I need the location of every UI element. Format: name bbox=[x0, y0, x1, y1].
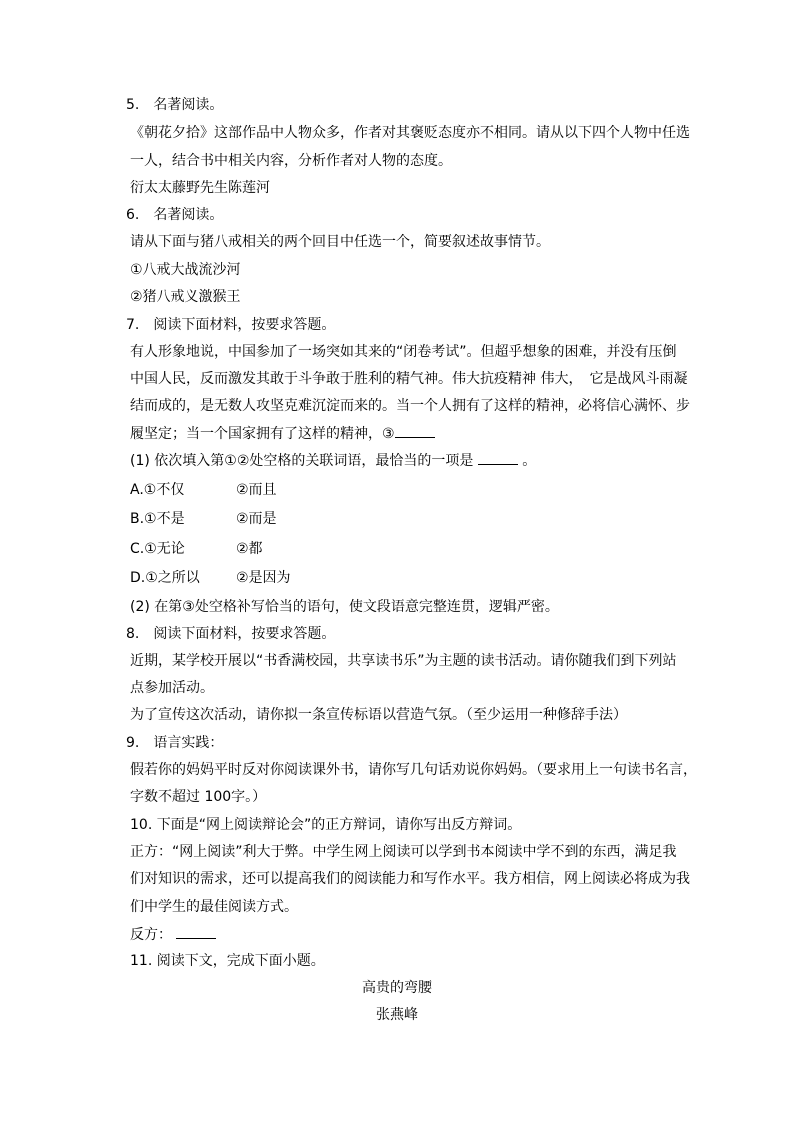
q7-option-d-right: ②是因为 bbox=[236, 570, 291, 586]
q10-paragraph-line2: 们对知识的需求，还可以提高我们的阅读能力和写作水平。我方相信，网上阅读必将成为我 bbox=[130, 871, 690, 887]
q9-title: 9. 语言实践： bbox=[126, 735, 224, 751]
q7-paragraph-line4-text: 履坚定；当一个国家拥有了这样的精神，③ bbox=[130, 426, 395, 442]
q7-sub1-text: (1) 依次填入第①②处空格的关联词语，最恰当的一项是 bbox=[130, 453, 474, 469]
article-author: 张燕峰 bbox=[376, 1007, 418, 1023]
q10-paragraph-line3: 们中学生的最佳阅读方式。 bbox=[130, 899, 298, 915]
q10-title: 10. 下面是“网上阅读辩论会”的正方辩词，请你写出反方辩词。 bbox=[130, 817, 522, 833]
q7-option-b-right: ②而是 bbox=[236, 511, 277, 527]
q7-sub1 bbox=[130, 450, 536, 471]
answer-blank[interactable] bbox=[478, 450, 518, 465]
q7-paragraph-line2: 中国人民，反而激发其敢于斗争敢于胜利的精气神。伟大抗疫精神 伟大， 它是战风斗雨凝 bbox=[130, 371, 688, 387]
q5-text-line3: 衍太太藤野先生陈莲河 bbox=[130, 180, 270, 196]
q7-sub1-end: 。 bbox=[522, 453, 537, 469]
q5-title: 5. 名著阅读。 bbox=[126, 97, 224, 113]
q10-paragraph-line1: 正方：“网上阅读”利大于弊。中学生网上阅读可以学到书本阅读中学不到的东西，满足我 bbox=[130, 844, 677, 860]
q7-option-a-right: ②而且 bbox=[236, 482, 277, 498]
q9-paragraph-line2: 字数不超过 100字。） bbox=[130, 789, 267, 805]
q7-sub2: (2) 在第③处空格补写恰当的语句，使文段语意完整连贯，逻辑严密。 bbox=[130, 599, 559, 615]
q6-title: 6. 名著阅读。 bbox=[126, 207, 224, 223]
q7-paragraph-line1: 有人形象地说，中国参加了一场突如其来的“闭卷考试”。但超乎想象的困难，并没有压倒 bbox=[130, 344, 677, 360]
q5-text-line2: 一人，结合书中相关内容，分析作者对人物的态度。 bbox=[130, 153, 452, 169]
q10-answer-line bbox=[130, 924, 216, 945]
q7-option-d-left: D.①之所以 bbox=[130, 570, 200, 586]
q9-paragraph-line1: 假若你的妈妈平时反对你阅读课外书，请你写几句话劝说你妈妈。（要求用上一句读书名言， bbox=[130, 762, 697, 778]
q6-option1: ①八戒大战流沙河 bbox=[130, 262, 241, 278]
q10-answer-label: 反方： bbox=[130, 927, 172, 943]
q7-option-c-right: ②都 bbox=[236, 541, 263, 557]
q8-paragraph-line3: 为了宣传这次活动，请你拟一条宣传标语以营造气氛。（至少运用一种修辞手法） bbox=[130, 707, 627, 723]
answer-blank[interactable] bbox=[176, 924, 216, 939]
q7-option-b-left: B.①不是 bbox=[130, 511, 185, 527]
q8-paragraph-line1: 近期，某学校开展以“书香满校园，共享读书乐”为主题的读书活动。请你随我们到下列站 bbox=[130, 653, 677, 669]
q8-paragraph-line2: 点参加活动。 bbox=[130, 680, 214, 696]
q8-title: 8. 阅读下面材料，按要求答题。 bbox=[126, 626, 336, 642]
answer-blank[interactable] bbox=[395, 423, 435, 438]
q7-option-a-left: A.①不仅 bbox=[130, 482, 185, 498]
q7-paragraph-line3: 结而成的，是无数人攻坚克难沉淀而来的。当一个人拥有了这样的精神，必将信心满怀、步 bbox=[130, 398, 690, 414]
q11-title: 11. 阅读下文，完成下面小题。 bbox=[130, 953, 325, 969]
q6-text-line1: 请从下面与猪八戒相关的两个回目中任选一个，简要叙述故事情节。 bbox=[130, 234, 550, 250]
q6-option2: ②猪八戒义激猴王 bbox=[130, 289, 241, 305]
q7-paragraph-line4 bbox=[130, 423, 435, 444]
q5-text-line1: 《朝花夕拾》这部作品中人物众多，作者对其褒贬态度亦不相同。请从以下四个人物中任选 bbox=[130, 125, 690, 141]
article-title: 高贵的弯腰 bbox=[362, 980, 432, 996]
q7-title: 7. 阅读下面材料，按要求答题。 bbox=[126, 317, 336, 333]
q7-option-c-left: C.①无论 bbox=[130, 541, 185, 557]
